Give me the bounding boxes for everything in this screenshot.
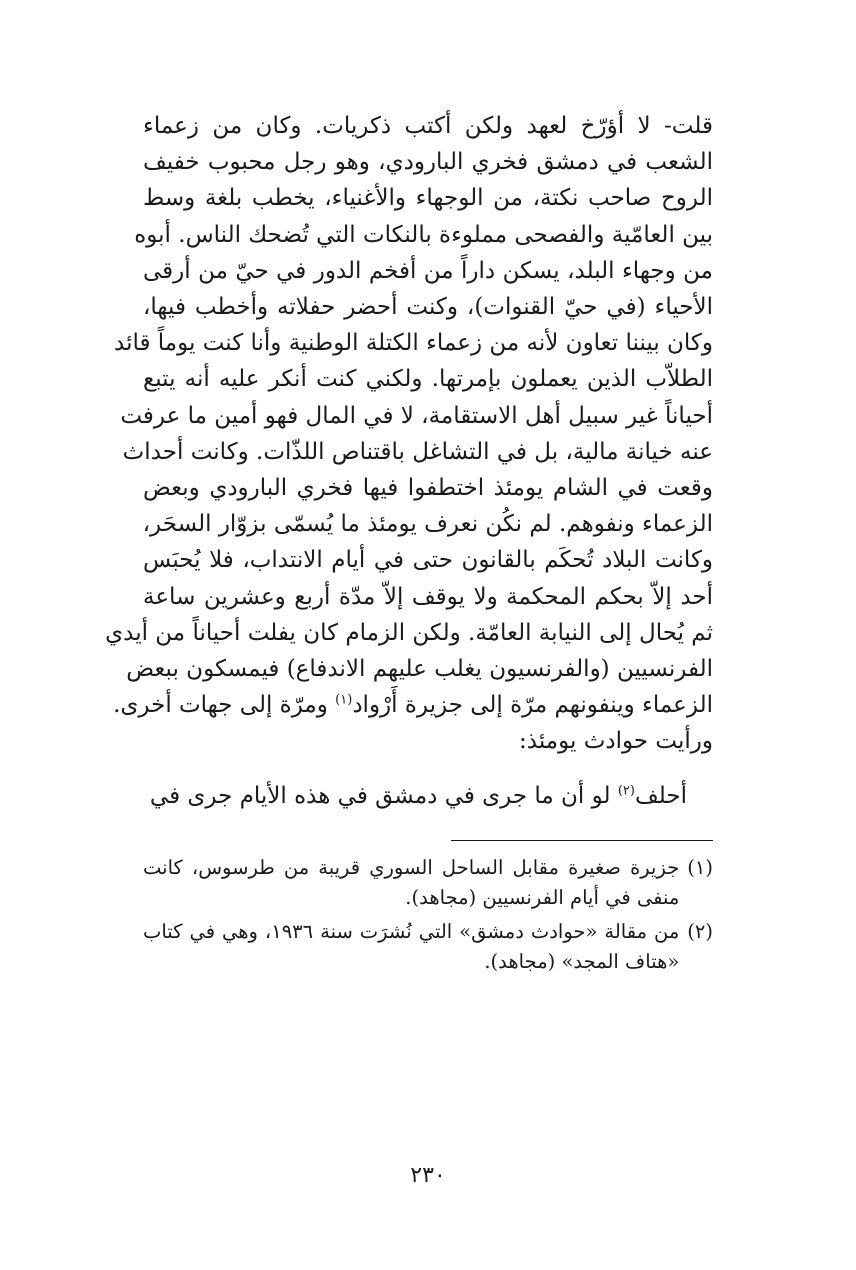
- text-line: بين العامّية والفصحى مملوءة بالنكات التي تُضحك الناس. أبوه: [134, 221, 713, 248]
- text-line: من وجهاء البلد، يسكن داراً من أفخم الدور في حيّ من أرقى: [143, 257, 713, 284]
- footnote-text: جزيرة صغيرة مقابل الساحل السوري قريبة من طرسوس، كانت منفى في أيام الفرنسيين (مجاهد).: [143, 855, 680, 909]
- poem-intro-line: [143, 778, 713, 814]
- footnote-ref-2[interactable]: (٢): [617, 783, 635, 798]
- text-line: قلت- لا أؤرّخ لعهد ولكن أكتب ذكريات. وكان من زعماء: [143, 113, 713, 139]
- text-line: أحد إلاّ بحكم المحكمة ولا يوقف إلاّ مدّة أربع وعشرين ساعة: [143, 583, 713, 610]
- footnote-separator: [451, 840, 713, 841]
- text-line: عنه خيانة مالية، بل في التشاغل باقتناص اللذّات. وكانت أحداث: [122, 438, 713, 465]
- text-line: الزعماء ونفوهم. لم نكُن نعرف يومئذ ما يُسمّى بزوّار السحَر،: [142, 511, 713, 538]
- page-number: ٢٣٠: [410, 1163, 446, 1188]
- text-line: وكان بيننا تعاون لأنه من زعماء الكتلة الوطنية وأنا كنت يوماً قائد: [114, 330, 713, 357]
- footnote-1: [143, 853, 713, 913]
- text-line: الشعب في دمشق فخري البارودي، وهو رجل محبوب خفيف: [143, 149, 713, 176]
- text-line: وقعت في الشام يومئذ اختطفوا فيها فخري البارودي وبعض: [143, 475, 713, 502]
- text-fragment: ومرّة إلى جهات أخرى.: [113, 692, 336, 719]
- text-line: ثم يُحال إلى النيابة العامّة. ولكن الزمام كان يفلت أحياناً من أيدي: [105, 619, 713, 646]
- text-fragment: أحلف: [634, 782, 687, 809]
- text-line: الفرنسيين (والفرنسيون يغلب عليهم الاندفاع) فيمسكون ببعض: [126, 656, 713, 683]
- text-line: وكانت البلاد تُحكَم بالقانون حتى في أيام الانتداب، فلا يُحبَس: [143, 547, 713, 574]
- text-fragment: الزعماء وينفونهم مرّة إلى جزيرة أَرْواد: [352, 692, 713, 719]
- text-line: الطلاّب الذين يعملون بإمرتها. ولكني كنت أنكر عليه أنه يتبع: [143, 366, 713, 393]
- footnote-text: من مقالة «حوادث دمشق» التي نُشرَت سنة ١٩٣٦، وهي في كتاب «هتاف المجد» (مجاهد).: [143, 919, 680, 973]
- footnote-2: [143, 917, 713, 977]
- footnote-ref-1[interactable]: (١): [335, 692, 353, 708]
- text-line-with-footnote: [113, 687, 713, 723]
- text-line: أحياناً غير سبيل أهل الاستقامة، لا في المال فهو أمين ما عرفت: [120, 402, 713, 429]
- text-line: الروح صاحب نكتة، من الوجهاء والأغنياء، يخطب بلغة وسط: [143, 185, 713, 212]
- text-fragment: لو أن ما جرى في دمشق في هذه الأيام جرى في: [149, 782, 618, 809]
- footnotes: [143, 853, 713, 977]
- main-text: [105, 108, 713, 760]
- footnote-number: (١): [687, 855, 713, 879]
- text-line: ورأيت حوادث يومئذ:: [519, 728, 713, 755]
- book-page: [105, 108, 713, 981]
- text-line: الأحياء (في حيّ القنوات)، وكنت أحضر حفلاته وأخطب فيها،: [143, 294, 713, 321]
- footnote-number: (٢): [687, 919, 713, 943]
